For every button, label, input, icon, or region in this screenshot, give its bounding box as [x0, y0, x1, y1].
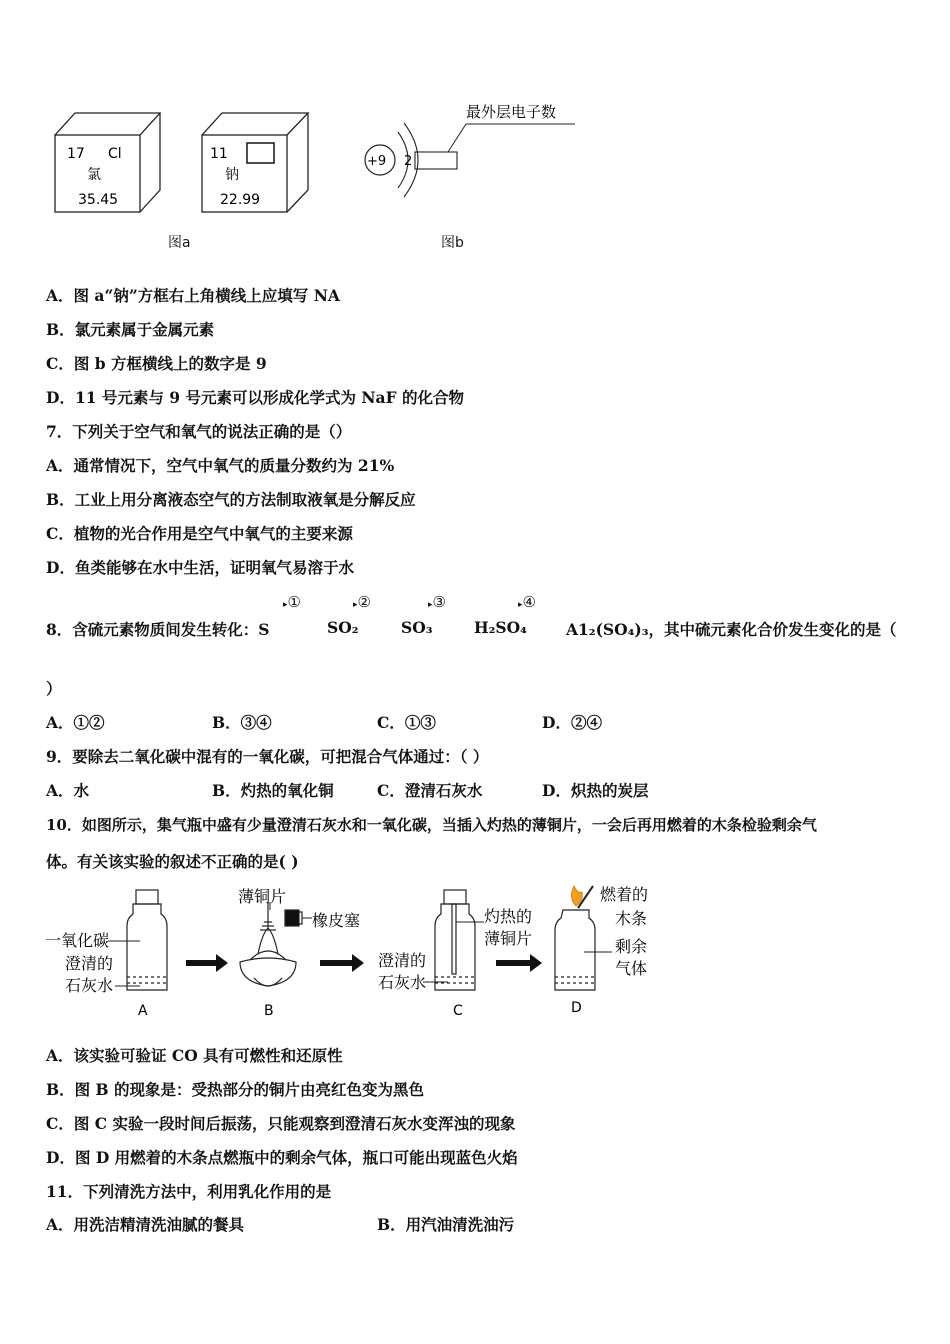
arrow-c-d [496, 954, 542, 972]
arrow-2-number: ② [357, 593, 371, 611]
outer-electron-box [415, 152, 457, 169]
jar-c-label-4: 薄铜片 [484, 929, 533, 948]
na-number: 11 [210, 146, 228, 162]
na-mass: 22.99 [220, 192, 261, 208]
q9-option-a: A．水 [46, 781, 90, 800]
caption-b: B [264, 1003, 274, 1019]
figure-a [50, 105, 320, 220]
jar-a [127, 890, 167, 990]
pointer-line [448, 124, 466, 152]
q8-option-c: C．①③ [377, 713, 436, 732]
q11-stem: 11．下列清洗方法中，利用乳化作用的是 [46, 1182, 332, 1201]
q7-option-b: B．工业上用分离液态空气的方法制取液氧是分解反应 [46, 490, 416, 509]
q10-option-d: D．图 D 用燃着的木条点燃瓶中的剩余气体，瓶口可能出现蓝色火焰 [46, 1148, 518, 1167]
jar-c-label-2: 石灰水 [378, 973, 427, 992]
arrow-3-label [428, 593, 446, 611]
q8-option-a: A．①② [46, 713, 105, 732]
jar-a-label-1: 一氧化碳 [45, 931, 110, 950]
q10-figure [40, 882, 680, 1022]
jar-a-label-3: 石灰水 [65, 976, 114, 995]
q8-species-1: SO₂ [327, 618, 359, 637]
arrow-3-number: ③ [432, 593, 446, 611]
jar-c-label-1: 澄清的 [378, 951, 427, 970]
q8-species-2: SO₃ [401, 618, 433, 637]
q6-option-d: D．11 号元素与 9 号元素可以形成化学式为 NaF 的化合物 [46, 388, 464, 407]
jar-d-label-2: 木条 [615, 909, 648, 928]
q7-stem: 7．下列关于空气和氧气的说法正确的是（） [46, 422, 352, 441]
q10-option-c: C．图 C 实验一段时间后振荡，只能观察到澄清石灰水变浑浊的现象 [46, 1114, 516, 1133]
q9-option-d: D．炽热的炭层 [542, 781, 649, 800]
q8-species-4: A1₂(SO₄)₃，其中硫元素化合价发生变化的是（ [566, 620, 897, 639]
caption-d: D [571, 1000, 582, 1016]
jar-d-label-4: 气体 [615, 959, 648, 978]
outer-electron-label: 最外层电子数 [466, 103, 557, 121]
arrow-1-number: ① [287, 593, 301, 611]
blank-box [247, 143, 274, 163]
cl-mass: 35.45 [78, 192, 119, 208]
jar-d-label-3: 剩余 [615, 937, 648, 956]
lamp-b [240, 902, 302, 986]
figure-b-caption: 图b [441, 235, 464, 251]
q8-option-b: B．③④ [212, 713, 272, 732]
jar-c-label-3: 灼热的 [484, 907, 533, 926]
caption-c: C [453, 1003, 463, 1019]
cl-number: 17 [67, 146, 85, 162]
arrow-4-mark: ▸ [518, 600, 523, 610]
arrow-4-number: ④ [522, 593, 536, 611]
q6-option-c: C．图 b 方框横线上的数字是 9 [46, 354, 267, 373]
q7-option-c: C．植物的光合作用是空气中氧气的主要来源 [46, 524, 353, 543]
jar-a-label-2: 澄清的 [65, 954, 114, 973]
jar-c [435, 890, 475, 990]
arrow-2-label [353, 593, 371, 611]
arrow-b-c [320, 954, 364, 972]
nucleus-charge: +9 [367, 154, 387, 169]
lamp-label-stopper: 橡皮塞 [312, 911, 361, 930]
q6-option-a: A．图 a“钠”方框右上角横线上应填写 NA [46, 286, 340, 305]
q9-option-b: B．灼热的氧化铜 [212, 781, 334, 800]
q8-species-3: H₂SO₄ [474, 618, 527, 637]
figure-a-caption: 图a [168, 235, 191, 251]
na-name: 钠 [225, 167, 239, 183]
arrow-1-label [283, 593, 301, 611]
q7-option-d: D．鱼类能够在水中生活，证明氧气易溶于水 [46, 558, 354, 577]
first-shell-electrons: 2 [404, 154, 413, 169]
q11-option-a: A．用洗洁精清洗油腻的餐具 [46, 1215, 245, 1234]
q10-stem-line-1: 10．如图所示，集气瓶中盛有少量澄清石灰水和一氧化碳，当插入灼热的薄铜片，一会后再用燃着的木条检验剩余气 [46, 816, 817, 834]
q6-option-b: B．氯元素属于金属元素 [46, 320, 215, 339]
arrow-3-mark: ▸ [428, 600, 433, 610]
q10-stem-line-2: 体。有关该实验的叙述不正确的是( ) [46, 852, 299, 871]
cl-symbol: Cl [108, 146, 122, 162]
caption-a: A [138, 1003, 148, 1019]
q9-option-c: C．澄清石灰水 [377, 781, 483, 800]
figure-b [360, 95, 590, 205]
cl-name: 氯 [87, 167, 101, 183]
q7-option-a: A．通常情况下，空气中氧气的质量分数约为 21% [46, 456, 395, 475]
q8-prefix: 8．含硫元素物质间发生转化：S [46, 620, 270, 639]
arrow-1-mark: ▸ [283, 600, 288, 610]
arrow-2-mark: ▸ [353, 600, 358, 610]
lamp-label-copper: 薄铜片 [238, 887, 287, 906]
q10-option-b: B．图 B 的现象是：受热部分的铜片由亮红色变为黑色 [46, 1080, 424, 1099]
q8-option-d: D．②④ [542, 713, 602, 732]
q9-stem: 9．要除去二氧化碳中混有的一氧化碳，可把混合气体通过：（ ） [46, 747, 489, 766]
jar-d-label-1: 燃着的 [600, 885, 649, 904]
q11-option-b: B．用汽油清洗油污 [377, 1215, 515, 1234]
arrow-a-b [186, 954, 228, 972]
q10-option-a: A．该实验可验证 CO 具有可燃性和还原性 [46, 1046, 343, 1065]
q8-tail: ） [46, 679, 62, 698]
arrow-4-label [518, 593, 536, 611]
